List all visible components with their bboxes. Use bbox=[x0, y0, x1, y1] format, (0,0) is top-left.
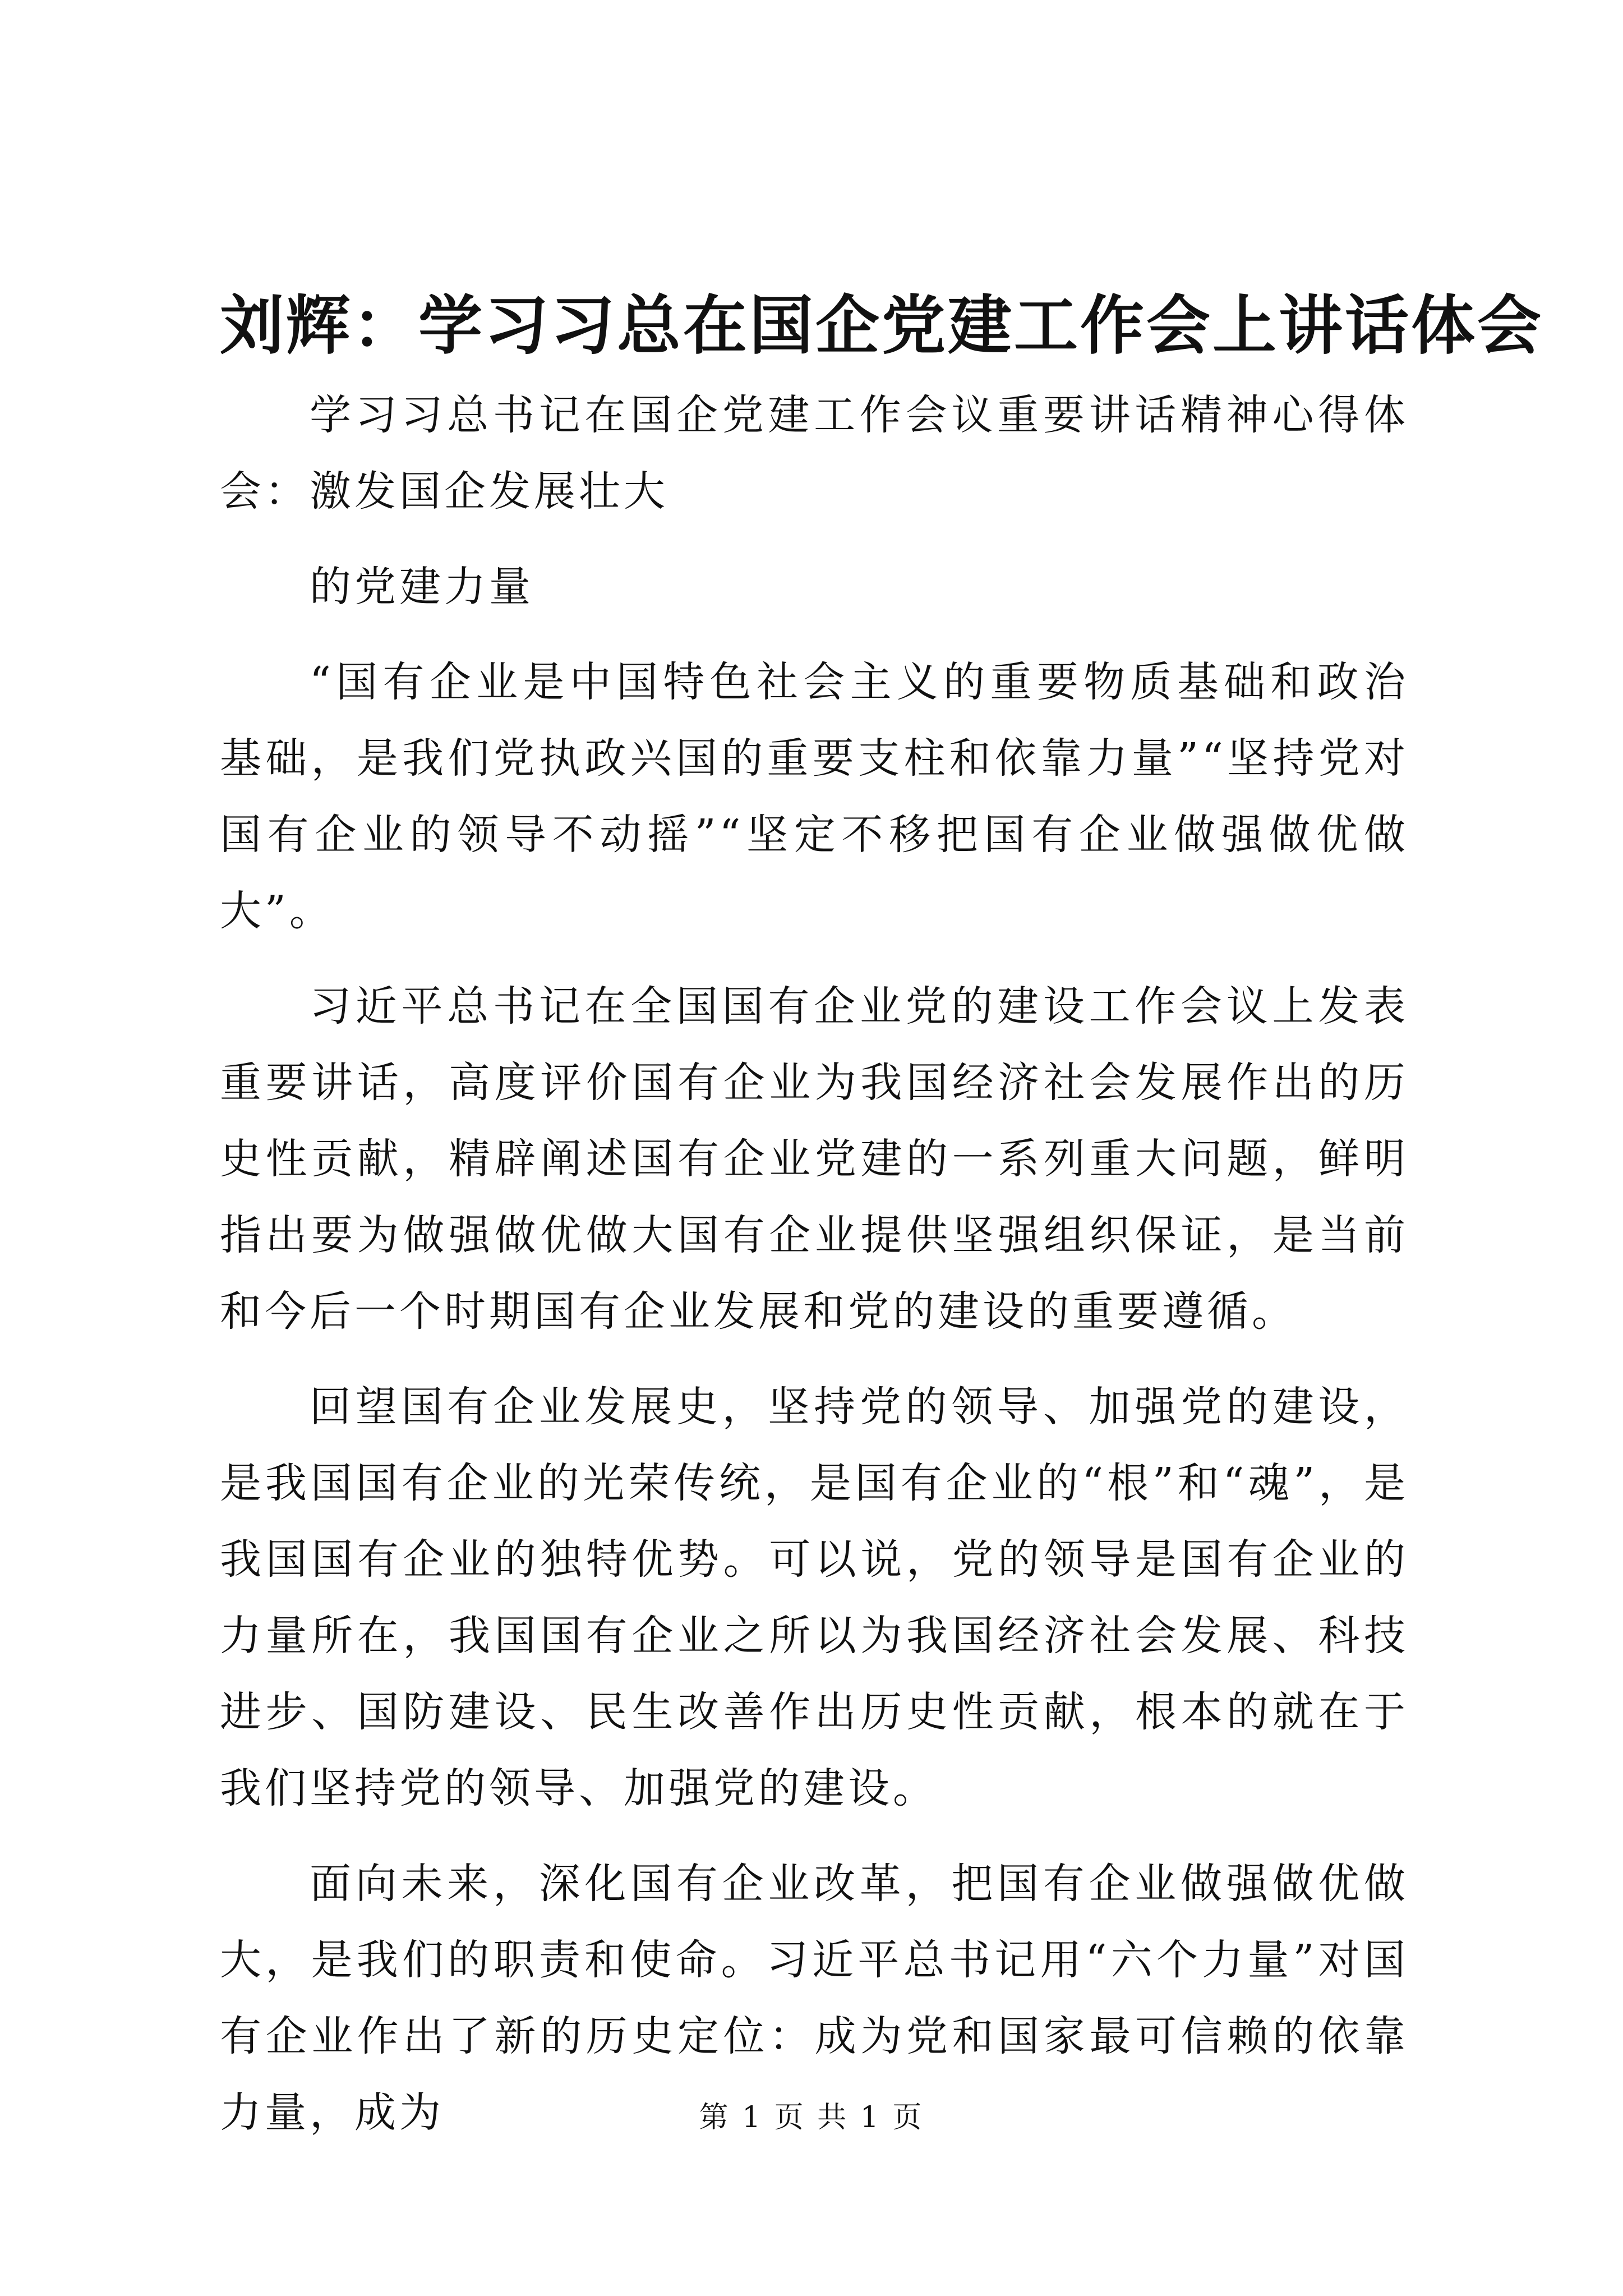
paragraph-subtitle-continued: 的党建力量 bbox=[310, 563, 534, 611]
paragraph-history: 回望国有企业发展史，坚持党的领导、加强党的建设，是我国国有企业的光荣传统，是国有企业的“根”和“魂”，是我国国有企业的独特优势。可以说，党的领导是国有企业的力量所在，我国国有企业之所以为我国经济社会发展、科技进步、国防建设、民生改善作出历史性贡献，根本的就在于我们坚持党的领导、加强党的建设。 bbox=[220, 1383, 1409, 1812]
page-footer: 第 1 页 共 1 页 bbox=[699, 2101, 924, 2134]
paragraph-future: 面向未来，深化国有企业改革，把国有企业做强做优做大，是我们的职责和使命。习近平总书记用“六个力量”对国有企业作出了新的历史定位：成为党和国家最可信赖的依靠力量，成为 bbox=[220, 1860, 1409, 2137]
paragraph-subtitle: 学习习总书记在国企党建工作会议重要讲话精神心得体会：激发国企发展壮大 bbox=[220, 391, 1409, 516]
paragraph-quote: “国有企业是中国特色社会主义的重要物质基础和政治基础，是我们党执政兴国的重要支柱和依靠力量”“坚持党对国有企业的领导不动摇”“坚定不移把国有企业做强做优做大”。 bbox=[220, 658, 1409, 935]
document-body bbox=[220, 377, 1409, 2170]
paragraph-speech-summary: 习近平总书记在全国国有企业党的建设工作会议上发表重要讲话，高度评价国有企业为我国经济社会发展作出的历史性贡献，精辟阐述国有企业党建的一系列重大问题，鲜明指出要为做强做优做大国有企业提供坚强组织保证，是当前和今后一个时期国有企业发展和党的建设的重要遵循。 bbox=[220, 982, 1409, 1336]
document-title: 刘辉：学习习总在国企党建工作会上讲话体会 bbox=[220, 288, 1544, 363]
